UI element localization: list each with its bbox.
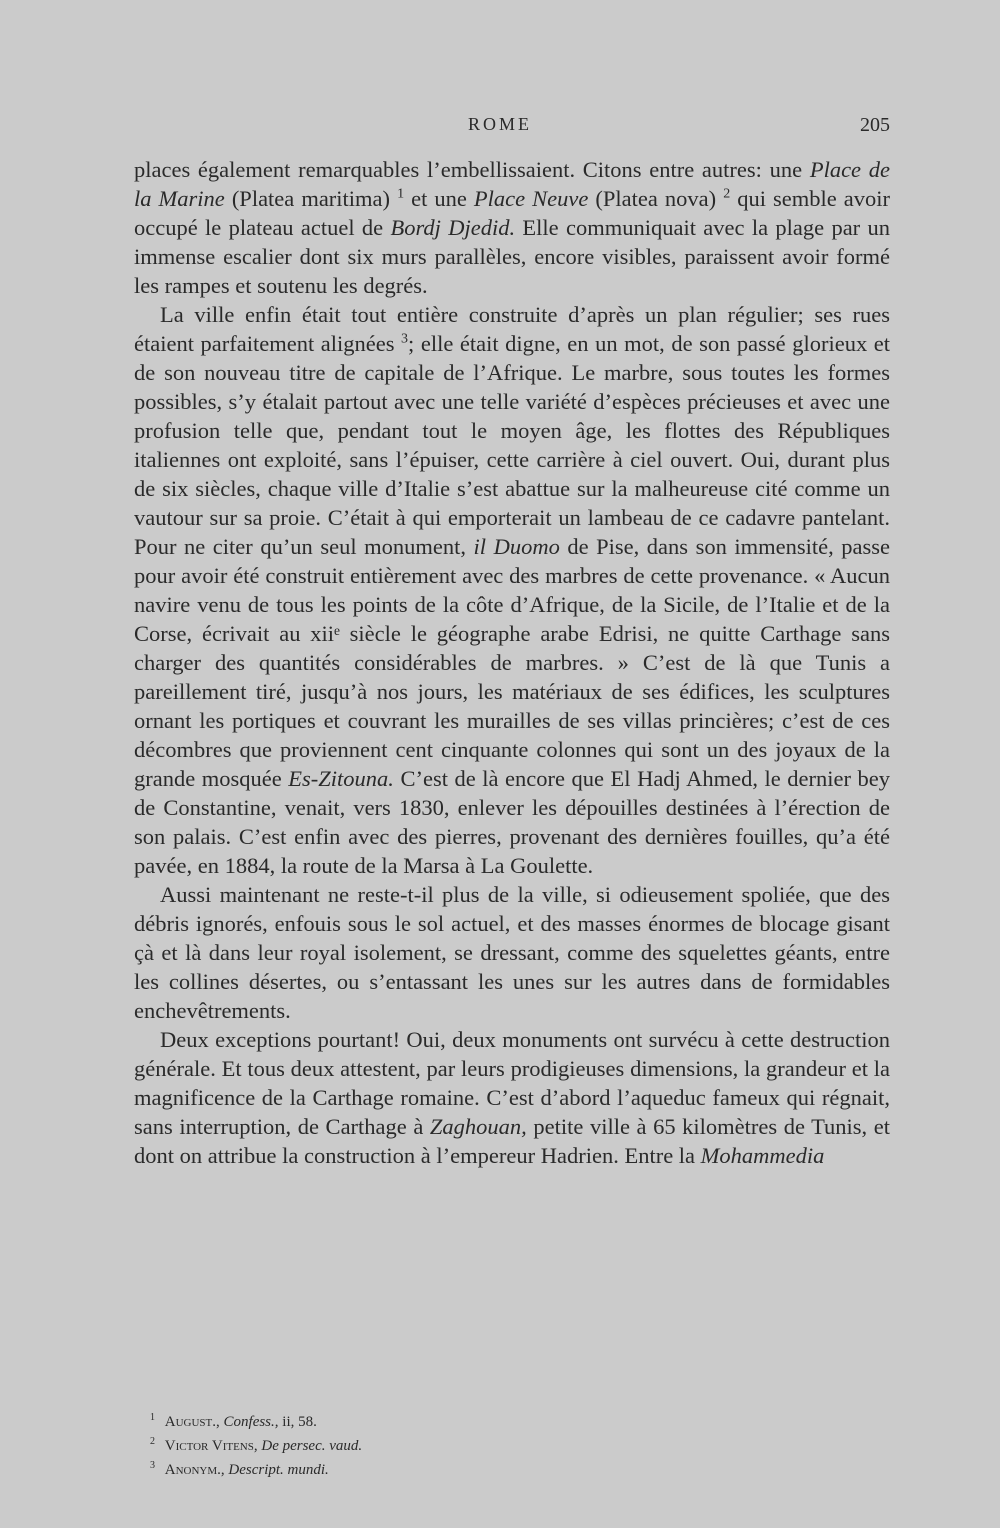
footnote-work: Confess., [223,1414,279,1430]
body-text [134,155,890,1170]
footnote-ref-text: ii, 58. [282,1414,317,1430]
footnote-author: Anonym., [164,1462,225,1478]
italic-run: Bordj Djedid. [390,215,516,240]
footnote-author: Victor Vitens, [164,1438,258,1454]
text-run: de Pise, dans son immensité, passe pour avoir été construit entièrement avec des marbres de cette provenance. « Aucun navire venu de tous les points de la côte d’Afrique, de la Sicile, de l’Italie et de la Corse, écrivait au xiiᵉ siècle le géographe arabe Edrisi, ne quitte Carthage sans charger des quantités considérables de marbres. » C’est de là que Tunis a pareillement tiré, jusqu’à nos jours, les matériaux de ses édifices, les sculptures ornant les portiques et couvrant les murailles de ses villas princières; c’est de ces décombres que proviennent cent cinquante colonnes qui sont un des joyaux de la grande mosquée [134,534,891,791]
footnotes [150,1408,850,1480]
paragraph [134,1025,890,1170]
text-run: qui semble avoir occupé le plateau actuel de [134,186,891,240]
text-run: places également remarquables l’embellissaient. Citons entre autres: une [134,157,810,182]
italic-run: Zaghouan, [429,1114,527,1139]
footnote-author: August., [164,1414,220,1430]
paragraph [134,300,890,880]
text-run: La ville enfin était tout entière construite d’après un plan régulier; ses rues étaient parfaitement alignées [134,302,890,356]
footnote-ref: 1 [397,186,405,202]
footnote-ref: 2 [723,186,731,202]
paragraph [134,880,890,1025]
text-run: Aussi maintenant ne reste-t-il plus de la ville, si odieusement spoliée, que des débris ignorés, enfouis sous le sol actuel, et des masses énormes de blocage gisant çà et là dans leur royal isolement, se dressant, comme des squelettes géants, entre les collines désertes, ou s’entassant les unes sur les autres dans de formidables enchevêtrements. [134,882,890,1023]
text-run: Elle communiquait avec la plage par un immense escalier dont six murs parallèles, encore visibles, paraissent avoir formé les rampes et soutenu les degrés. [134,215,891,298]
text-run: (Platea nova) [588,186,724,211]
text-run: petite ville à 65 kilomètres de Tunis, et dont on attribue la construction à l’empereur Hadrien. Entre la [134,1114,890,1168]
running-head [0,114,1000,144]
footnote [150,1408,850,1432]
italic-run: Place de la Marine [134,157,890,211]
italic-run: Es-Zitouna. [288,766,394,791]
footnote [150,1456,850,1480]
footnote [150,1432,850,1456]
paragraph [134,155,890,300]
italic-run: il Duomo [473,534,560,559]
footnote-number: 3 [150,1460,155,1471]
text-run: (Platea maritima) [224,186,398,211]
text-run: ; elle était digne, en un mot, de son passé glorieux et de son nouveau titre de capitale de l’Afrique. Le marbre, sous toutes les formes possibles, s’y étalait partout avec une telle variété d’espèces précieuses et avec une profusion telle que, pendant tout le moyen âge, les flottes des Républiques italiennes ont exploité, sans l’épuiser, cette carrière à ciel ouvert. Oui, durant plus de six siècles, chaque ville d’Italie s’est abattue sur la malheureuse cité comme un vautour sur sa proie. C’était à qui emporterait un lambeau de ce cadavre pantelant. Pour ne citer qu’un seul monument, [134,331,890,559]
footnote-ref: 3 [401,331,409,347]
italic-run: Place Neuve [473,186,589,211]
footnote-number: 1 [150,1412,155,1423]
footnote-work: De persec. vaud. [261,1438,363,1454]
running-title: ROME [468,114,533,134]
footnote-number: 2 [150,1436,155,1447]
text-run: et une [404,186,474,211]
text-run: C’est de là encore que El Hadj Ahmed, le dernier bey de Constantine, venait, vers 1830, enlever les dépouilles destinées à l’érection de son palais. C’est enfin avec des pierres, provenant des dernières fouilles, qu’a été pavée, en 1884, la route de la Marsa à La Goulette. [134,766,890,878]
italic-run: Mohammedia [700,1143,825,1168]
text-run: Deux exceptions pourtant! Oui, deux monuments ont survécu à cette destruction générale. Et tous deux attestent, par leurs prodigieuses dimensions, la grandeur et la magnificence de la Carthage romaine. C’est d’abord l’aqueduc fameux qui régnait, sans interruption, de Carthage à [134,1027,890,1139]
footnote-work: Descript. mundi. [228,1462,329,1478]
page-number: 205 [860,114,890,136]
